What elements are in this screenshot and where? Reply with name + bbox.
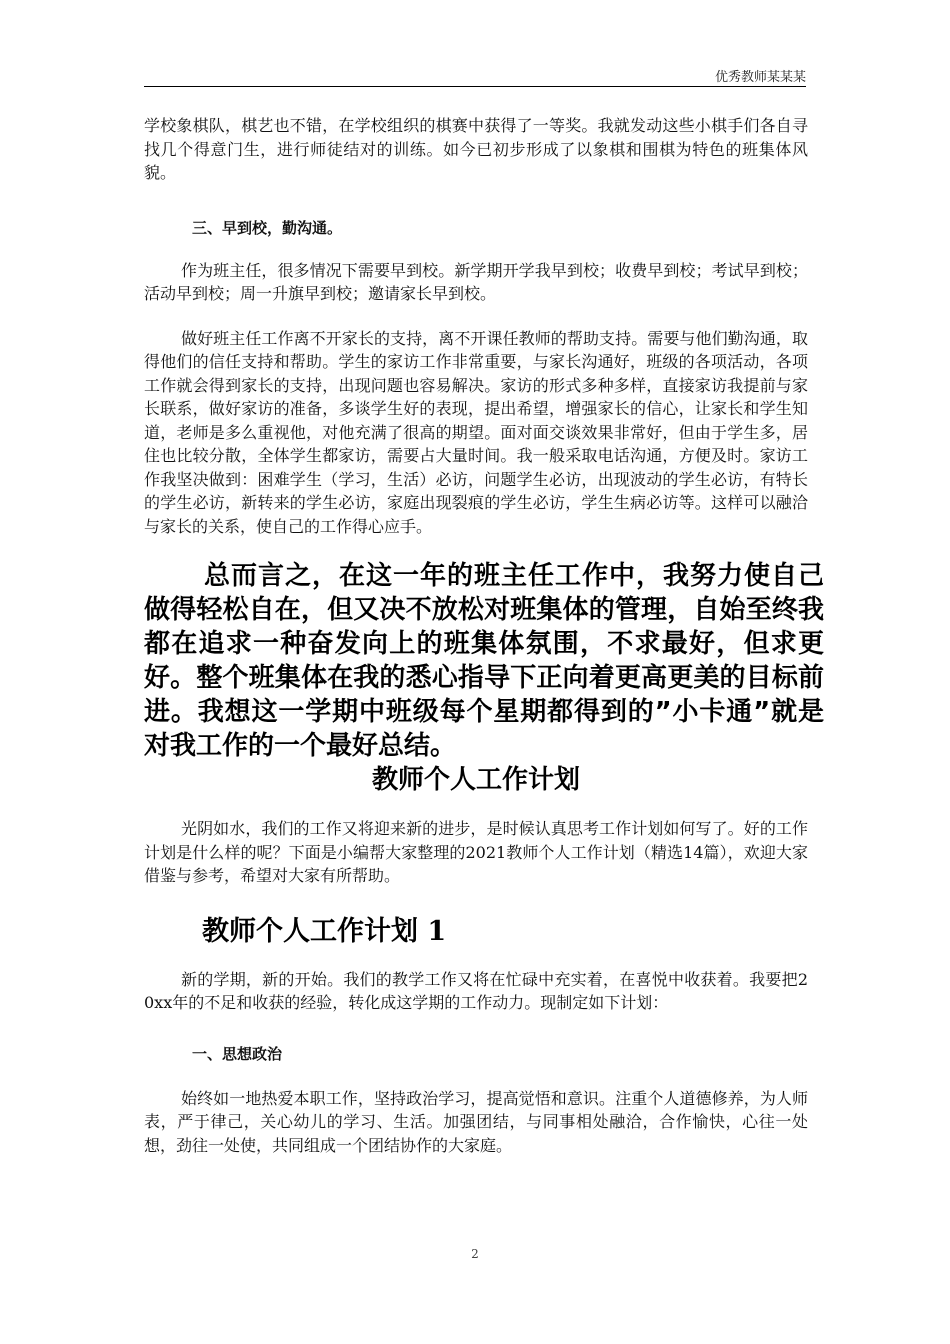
document-title: 教师个人工作计划 bbox=[371, 765, 580, 795]
page-content bbox=[144, 94, 824, 1157]
paragraph-intro: 光阴如水，我们的工作又将迎来新的进步，是时候认真思考工作计划如何写了。好的工作计划是什么样的呢？下面是小编帮大家整理的2021教师个人工作计划（精选14篇），欢迎大家借鉴与参考，希望对大家有所帮助。 bbox=[144, 819, 808, 885]
heading-ideology-politics: 一、思想政治 bbox=[192, 1044, 283, 1063]
header-divider bbox=[144, 86, 806, 87]
page-number: 2 bbox=[471, 1247, 479, 1261]
heading-early-arrival: 三、早到校，勤沟通。 bbox=[192, 218, 343, 237]
page-header: 优秀教师某某某 bbox=[714, 70, 806, 85]
paragraph-ideology-politics: 始终如一地热爱本职工作，坚持政治学习，提高觉悟和意识。注重个人道德修养，为人师表，严于律己，关心幼儿的学习、生活。加强团结，与同事相处融洽，合作愉快，心往一处想，劲往一处使，共同组成一个团结协作的大家庭。 bbox=[144, 1088, 808, 1155]
paragraph-new-semester: 新的学期，新的开始。我们的教学工作又将在忙碌中充实着，在喜悦中收获着。我要把20xx年的不足和收获的经验，转化成这学期的工作动力。现制定如下计划： bbox=[144, 969, 808, 1012]
section-title-plan-1: 教师个人工作计划 1 bbox=[202, 915, 447, 947]
paragraph-chess-club: 学校象棋队，棋艺也不错，在学校组织的棋赛中获得了一等奖。我就发动这些小棋手们各自寻找几个得意门生，进行师徒结对的训练。如今已初步形成了以象棋和围棋为特色的班集体风貌。 bbox=[144, 116, 808, 182]
paragraph-home-visits: 做好班主任工作离不开家长的支持，离不开课任教师的帮助支持。需要与他们勤沟通，取得他们的信任支持和帮助。学生的家访工作非常重要，与家长沟通好，班级的各项活动，各项工作就会得到家长的支持，出现问题也容易解决。家访的形式多种多样，直接家访我提前与家长联系，做好家访的准备，多谈学生好的表现，提出希望，增强家长的信心，让家长和学生知道，老师是多么重视他，对他充满了很高的期望。面对面交谈效果非常好，但由于学生多，居住也比较分散，全体学生都家访，需要占大量时间。我一般采取电话沟通，方便及时。家访工作我坚决做到：困难学生（学习，生活）必访，问题学生必访，出现波动的学生必访，有特长的学生必访，新转来的学生必访，家庭出现裂痕的学生必访，学生生病必访等。这样可以融洽与家长的关系，使自己的工作得心应手。 bbox=[144, 328, 808, 536]
paragraph-early-arrival: 作为班主任，很多情况下需要早到校。新学期开学我早到校；收费早到校；考试早到校；活动早到校；周一升旗早到校；邀请家长早到校。 bbox=[144, 260, 808, 303]
summary-paragraph: 总而言之，在这一年的班主任工作中，我努力使自己做得轻松自在，但又决不放松对班集体的管理，自始至终我都在追求一种奋发向上的班集体氛围，不求最好，但求更好。整个班集体在我的悉心指导下正向着更高更美的目标前进。我想这一学期中班级每个星期都得到的”小卡通”就是对我工作的一个最好总结。 bbox=[144, 561, 824, 761]
